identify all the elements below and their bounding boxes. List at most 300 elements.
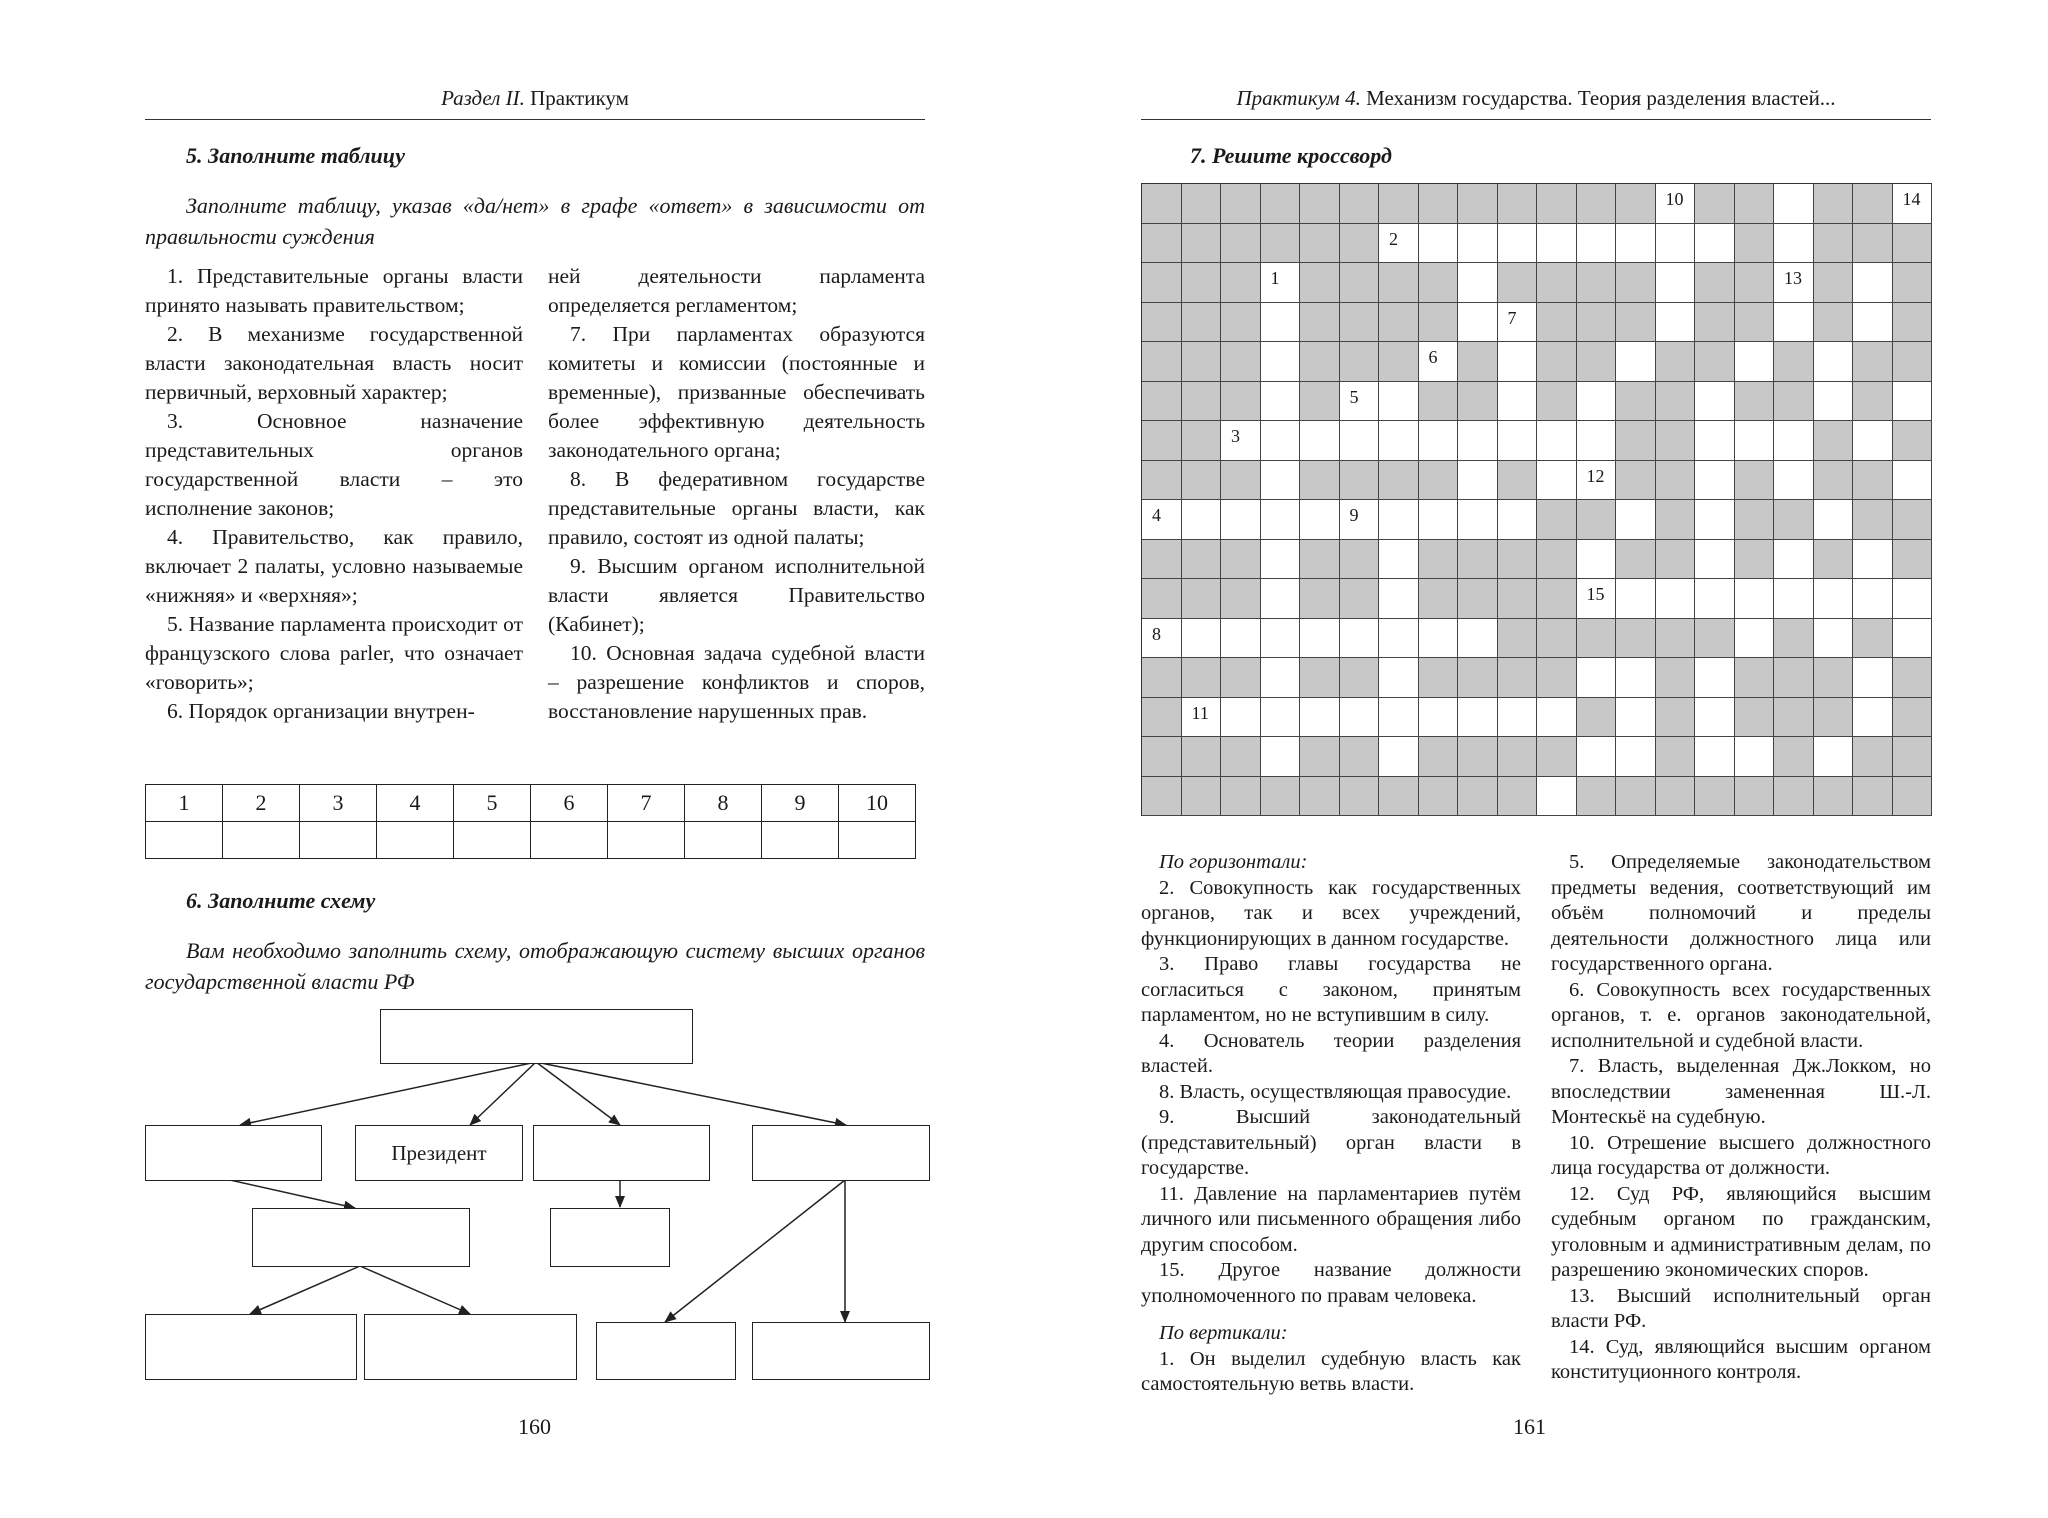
scheme-box-bottom-3[interactable]	[596, 1322, 736, 1380]
clues-column-2	[1551, 850, 1931, 1386]
crossword-cell[interactable]	[1221, 698, 1261, 738]
crossword-blocked-cell	[1182, 224, 1222, 264]
crossword-blocked-cell	[1182, 303, 1222, 343]
crossword-blocked-cell	[1616, 184, 1656, 224]
crossword-blocked-cell	[1419, 382, 1459, 422]
crossword-cell[interactable]	[1774, 579, 1814, 619]
statement: 3. Основное назначение представительных органов государственной власти – это исполнение законов;	[145, 409, 523, 520]
crossword-blocked-cell	[1814, 184, 1854, 224]
crossword-blocked-cell	[1616, 461, 1656, 501]
crossword-cell[interactable]	[1300, 421, 1340, 461]
crossword-blocked-cell	[1498, 619, 1538, 659]
crossword-cell[interactable]	[1261, 382, 1301, 422]
crossword-cell[interactable]	[1616, 500, 1656, 540]
crossword-cell[interactable]	[1182, 500, 1222, 540]
crossword-blocked-cell	[1498, 540, 1538, 580]
crossword-blocked-cell	[1893, 540, 1933, 580]
crossword-cell[interactable]	[1695, 382, 1735, 422]
crossword-blocked-cell	[1656, 737, 1696, 777]
crossword-blocked-cell	[1656, 500, 1696, 540]
left-header-italic: Раздел II.	[441, 86, 525, 110]
crossword-cell[interactable]	[1419, 619, 1459, 659]
crossword-blocked-cell	[1695, 777, 1735, 817]
crossword-blocked-cell	[1419, 303, 1459, 343]
crossword-blocked-cell	[1853, 619, 1893, 659]
crossword-cell[interactable]	[1221, 500, 1261, 540]
crossword-cell[interactable]	[1379, 540, 1419, 580]
crossword-blocked-cell	[1221, 579, 1261, 619]
crossword-blocked-cell	[1735, 461, 1775, 501]
crossword-cell[interactable]	[1616, 658, 1656, 698]
crossword-cell[interactable]	[1379, 421, 1419, 461]
crossword-cell[interactable]	[1853, 263, 1893, 303]
crossword-blocked-cell	[1300, 540, 1340, 580]
crossword-blocked-cell	[1656, 540, 1696, 580]
section5-title: 5. Заполните таблицу	[186, 143, 406, 168]
crossword-blocked-cell	[1340, 184, 1380, 224]
crossword-blocked-cell	[1221, 224, 1261, 264]
crossword-cell[interactable]	[1656, 184, 1696, 224]
section6-title: 6. Заполните схему	[186, 888, 376, 913]
crossword-cell[interactable]	[1656, 263, 1696, 303]
crossword-blocked-cell	[1656, 342, 1696, 382]
crossword-blocked-cell	[1300, 658, 1340, 698]
crossword-number: 3	[1231, 426, 1240, 446]
crossword-cell[interactable]	[1577, 658, 1617, 698]
crossword-cell[interactable]	[1458, 303, 1498, 343]
crossword-cell[interactable]	[1261, 619, 1301, 659]
clue: 9. Высший законодательный (представительный) орган власти в государстве.	[1141, 1106, 1521, 1179]
crossword-cell[interactable]	[1261, 342, 1301, 382]
crossword-cell[interactable]	[1419, 342, 1459, 382]
statement: 10. Основная задача судебной власти – разрешение конфликтов и споров, восстановление нарушенных прав.	[548, 641, 925, 723]
crossword-blocked-cell	[1577, 777, 1617, 817]
crossword-cell[interactable]	[1695, 500, 1735, 540]
arrow	[536, 1062, 846, 1125]
crossword-blocked-cell	[1814, 658, 1854, 698]
crossword-cell[interactable]	[1340, 619, 1380, 659]
crossword-cell[interactable]	[1893, 619, 1933, 659]
crossword-blocked-cell	[1182, 540, 1222, 580]
crossword-cell[interactable]	[1774, 540, 1814, 580]
crossword-blocked-cell	[1735, 263, 1775, 303]
crossword-blocked-cell	[1695, 303, 1735, 343]
crossword-blocked-cell	[1261, 184, 1301, 224]
crossword-blocked-cell	[1300, 224, 1340, 264]
answer-header: 10	[839, 785, 916, 822]
crossword-cell[interactable]	[1182, 619, 1222, 659]
crossword-blocked-cell	[1774, 777, 1814, 817]
crossword-cell[interactable]	[1893, 579, 1933, 619]
crossword-blocked-cell	[1537, 500, 1577, 540]
crossword-cell[interactable]	[1616, 224, 1656, 264]
crossword-blocked-cell	[1656, 619, 1696, 659]
crossword-cell[interactable]	[1419, 698, 1459, 738]
crossword-blocked-cell	[1814, 224, 1854, 264]
crossword-cell[interactable]	[1695, 224, 1735, 264]
crossword-cell[interactable]	[1537, 421, 1577, 461]
statement: 6. Порядок организации внутрен-	[167, 699, 475, 723]
crossword-cell[interactable]	[1458, 619, 1498, 659]
crossword-number: 14	[1902, 189, 1921, 209]
crossword-cell[interactable]	[1379, 382, 1419, 422]
crossword-cell[interactable]	[1537, 698, 1577, 738]
crossword-blocked-cell	[1814, 777, 1854, 817]
statement: 2. В механизме государственной власти законодательная власть носит первичный, верховный характер;	[145, 322, 523, 404]
clue: 8. Власть, осуществляющая правосудие.	[1159, 1080, 1512, 1103]
crossword-cell[interactable]	[1261, 500, 1301, 540]
crossword-blocked-cell	[1300, 737, 1340, 777]
answer-header: 3	[300, 785, 377, 822]
crossword-blocked-cell	[1340, 579, 1380, 619]
crossword-cell[interactable]	[1379, 737, 1419, 777]
crossword-cell[interactable]	[1893, 461, 1933, 501]
crossword-cell[interactable]	[1695, 737, 1735, 777]
crossword-cell[interactable]	[1695, 579, 1735, 619]
crossword-blocked-cell	[1182, 658, 1222, 698]
crossword-blocked-cell	[1853, 342, 1893, 382]
crossword-cell[interactable]	[1814, 579, 1854, 619]
crossword-cell[interactable]	[1814, 619, 1854, 659]
crossword-blocked-cell	[1458, 737, 1498, 777]
crossword-blocked-cell	[1300, 263, 1340, 303]
crossword-cell[interactable]	[1774, 184, 1814, 224]
crossword-blocked-cell	[1221, 382, 1261, 422]
crossword-number: 9	[1349, 505, 1359, 525]
crossword-blocked-cell	[1695, 184, 1735, 224]
crossword-cell[interactable]	[1577, 540, 1617, 580]
scheme-box-level3-1[interactable]	[252, 1208, 470, 1267]
crossword-cell[interactable]	[1695, 421, 1735, 461]
crossword-cell[interactable]	[1498, 224, 1538, 264]
crossword-blocked-cell	[1498, 777, 1538, 817]
crossword-cell[interactable]	[1695, 698, 1735, 738]
crossword-cell[interactable]	[1340, 500, 1380, 540]
crossword-cell[interactable]	[1893, 184, 1933, 224]
crossword-cell[interactable]	[1774, 263, 1814, 303]
right-page-number: 161	[1513, 1414, 1546, 1439]
crossword-blocked-cell	[1419, 579, 1459, 619]
crossword-blocked-cell	[1616, 540, 1656, 580]
crossword-cell[interactable]	[1814, 500, 1854, 540]
crossword-blocked-cell	[1656, 421, 1696, 461]
crossword-blocked-cell	[1300, 184, 1340, 224]
scheme-box-level3-2[interactable]	[550, 1208, 670, 1267]
crossword-cell[interactable]	[1853, 579, 1893, 619]
crossword-blocked-cell	[1616, 303, 1656, 343]
crossword-cell[interactable]	[1853, 421, 1893, 461]
crossword-blocked-cell	[1458, 342, 1498, 382]
crossword-blocked-cell	[1656, 461, 1696, 501]
crossword-cell[interactable]	[1419, 224, 1459, 264]
crossword-cell[interactable]	[1853, 540, 1893, 580]
crossword-cell[interactable]	[1616, 342, 1656, 382]
crossword-blocked-cell	[1221, 303, 1261, 343]
scheme-box-level2-4[interactable]	[752, 1125, 930, 1181]
crossword-blocked-cell	[1498, 461, 1538, 501]
crossword-blocked-cell	[1221, 263, 1261, 303]
crossword-cell[interactable]	[1379, 658, 1419, 698]
crossword-blocked-cell	[1458, 184, 1498, 224]
crossword-cell[interactable]	[1340, 421, 1380, 461]
crossword-blocked-cell	[1695, 342, 1735, 382]
statement: 1. Представительные органы власти принято называть правительством;	[145, 264, 523, 317]
crossword-cell[interactable]	[1577, 737, 1617, 777]
statement: 9. Высшим органом исполнительной власти является Правительство (Кабинет);	[548, 554, 925, 636]
crossword-cell[interactable]	[1458, 500, 1498, 540]
crossword-blocked-cell	[1182, 777, 1222, 817]
crossword-blocked-cell	[1893, 698, 1933, 738]
statement: 7. При парламентах образуются комитеты и комиссии (постоянные и временные), призванные обеспечивать более эффективную деятельность законодательного органа;	[548, 322, 925, 462]
crossword-blocked-cell	[1656, 777, 1696, 817]
crossword-cell[interactable]	[1893, 382, 1933, 422]
crossword-cell[interactable]	[1142, 619, 1182, 659]
scheme-box-president	[355, 1125, 523, 1181]
crossword-blocked-cell	[1182, 184, 1222, 224]
crossword-cell[interactable]	[1498, 382, 1538, 422]
crossword-cell[interactable]	[1577, 421, 1617, 461]
crossword-blocked-cell	[1142, 263, 1182, 303]
scheme-box-level2-3[interactable]	[533, 1125, 710, 1181]
crossword-cell[interactable]	[1300, 619, 1340, 659]
crossword-blocked-cell	[1735, 303, 1775, 343]
crossword-blocked-cell	[1853, 737, 1893, 777]
crossword-cell[interactable]	[1221, 421, 1261, 461]
crossword-blocked-cell	[1814, 421, 1854, 461]
crossword-cell[interactable]	[1537, 224, 1577, 264]
section6-instruction: Вам необходимо заполнить схему, отображающую систему высших органов государственной власти РФ	[145, 938, 925, 994]
crossword-blocked-cell	[1182, 421, 1222, 461]
crossword-blocked-cell	[1814, 698, 1854, 738]
crossword-blocked-cell	[1774, 698, 1814, 738]
crossword-blocked-cell	[1814, 540, 1854, 580]
crossword-cell[interactable]	[1695, 461, 1735, 501]
crossword-blocked-cell	[1379, 263, 1419, 303]
vertical-heading: По вертикали:	[1159, 1322, 1288, 1344]
crossword-blocked-cell	[1735, 184, 1775, 224]
crossword-blocked-cell	[1142, 540, 1182, 580]
crossword-blocked-cell	[1853, 777, 1893, 817]
crossword-cell[interactable]	[1261, 263, 1301, 303]
crossword-number: 5	[1349, 386, 1359, 407]
arrow	[240, 1062, 536, 1125]
crossword-blocked-cell	[1577, 263, 1617, 303]
crossword-cell[interactable]	[1774, 224, 1814, 264]
arrow	[665, 1180, 845, 1322]
answer-header: 2	[223, 785, 300, 822]
crossword-blocked-cell	[1379, 777, 1419, 817]
crossword-blocked-cell	[1814, 263, 1854, 303]
crossword-blocked-cell	[1498, 579, 1538, 619]
crossword-blocked-cell	[1656, 698, 1696, 738]
scheme-box-bottom-2[interactable]	[364, 1314, 577, 1380]
crossword-cell[interactable]	[1577, 382, 1617, 422]
crossword-number: 6	[1428, 347, 1438, 367]
crossword-blocked-cell	[1893, 500, 1933, 540]
crossword-blocked-cell	[1340, 303, 1380, 343]
section5-instruction: Заполните таблицу, указав «да/нет» в графе «ответ» в зависимости от правильности суждения	[145, 193, 925, 249]
crossword-cell[interactable]	[1458, 421, 1498, 461]
statement: 5. Название парламента происходит от французского слова parler, что означает «говорить»;	[145, 612, 523, 694]
crossword-blocked-cell	[1300, 579, 1340, 619]
crossword-cell[interactable]	[1498, 342, 1538, 382]
crossword-cell[interactable]	[1379, 500, 1419, 540]
scheme-box-top[interactable]	[380, 1009, 693, 1064]
crossword-cell[interactable]	[1853, 698, 1893, 738]
crossword-blocked-cell	[1182, 579, 1222, 619]
crossword-cell[interactable]	[1577, 579, 1617, 619]
crossword-cell[interactable]	[1577, 461, 1617, 501]
crossword-cell[interactable]	[1340, 698, 1380, 738]
crossword-cell[interactable]	[1656, 579, 1696, 619]
crossword-blocked-cell	[1300, 777, 1340, 817]
crossword-blocked-cell	[1735, 500, 1775, 540]
crossword-blocked-cell	[1498, 658, 1538, 698]
crossword-cell[interactable]	[1498, 303, 1538, 343]
crossword-blocked-cell	[1656, 382, 1696, 422]
answer-header: 7	[608, 785, 685, 822]
crossword-cell[interactable]	[1498, 698, 1538, 738]
crossword-blocked-cell	[1379, 303, 1419, 343]
crossword-blocked-cell	[1379, 342, 1419, 382]
crossword-cell[interactable]	[1616, 737, 1656, 777]
clue: 1. Он выделил судебную власть как самостоятельную ветвь власти.	[1141, 1347, 1521, 1395]
crossword-cell[interactable]	[1261, 461, 1301, 501]
crossword-blocked-cell	[1182, 382, 1222, 422]
clue: 12. Суд РФ, являющийся высшим судебным органом по гражданским, уголовным и административным делам, по разрешению экономических споров.	[1551, 1182, 1931, 1281]
crossword-cell[interactable]	[1261, 737, 1301, 777]
crossword-cell[interactable]	[1774, 303, 1814, 343]
crossword-cell[interactable]	[1458, 698, 1498, 738]
crossword-cell[interactable]	[1458, 263, 1498, 303]
crossword-blocked-cell	[1537, 184, 1577, 224]
crossword-cell[interactable]	[1340, 382, 1380, 422]
crossword-cell[interactable]	[1261, 698, 1301, 738]
crossword-cell[interactable]	[1814, 737, 1854, 777]
crossword-blocked-cell	[1616, 421, 1656, 461]
crossword-cell[interactable]	[1142, 500, 1182, 540]
scheme-box-bottom-1[interactable]	[145, 1314, 357, 1380]
horizontal-heading: По горизонтали:	[1159, 851, 1308, 873]
clue: 11. Давление на парламентариев путём личного или письменного обращения либо другим способом.	[1141, 1182, 1521, 1256]
crossword-cell[interactable]	[1537, 461, 1577, 501]
crossword-cell[interactable]	[1577, 224, 1617, 264]
crossword-blocked-cell	[1616, 777, 1656, 817]
crossword-cell[interactable]	[1656, 224, 1696, 264]
crossword-blocked-cell	[1893, 342, 1933, 382]
crossword-cell[interactable]	[1379, 224, 1419, 264]
crossword-blocked-cell	[1142, 658, 1182, 698]
crossword-blocked-cell	[1893, 263, 1933, 303]
crossword-cell[interactable]	[1735, 737, 1775, 777]
crossword-blocked-cell	[1182, 263, 1222, 303]
crossword-cell[interactable]	[1379, 579, 1419, 619]
crossword-cell[interactable]	[1300, 500, 1340, 540]
crossword-blocked-cell	[1774, 382, 1814, 422]
crossword-blocked-cell	[1893, 737, 1933, 777]
crossword-blocked-cell	[1735, 224, 1775, 264]
crossword-blocked-cell	[1379, 184, 1419, 224]
crossword-blocked-cell	[1853, 184, 1893, 224]
crossword-blocked-cell	[1814, 461, 1854, 501]
crossword-blocked-cell	[1419, 658, 1459, 698]
left-header-text: Практикум	[530, 86, 629, 110]
crossword-cell[interactable]	[1774, 461, 1814, 501]
crossword-blocked-cell	[1893, 303, 1933, 343]
crossword-cell[interactable]	[1735, 579, 1775, 619]
crossword-cell[interactable]	[1498, 500, 1538, 540]
crossword-cell[interactable]	[1419, 500, 1459, 540]
crossword-cell[interactable]	[1261, 421, 1301, 461]
crossword-blocked-cell	[1182, 737, 1222, 777]
crossword-blocked-cell	[1774, 342, 1814, 382]
crossword-cell[interactable]	[1814, 382, 1854, 422]
crossword-cell[interactable]	[1695, 658, 1735, 698]
crossword-cell[interactable]	[1261, 658, 1301, 698]
crossword-cell[interactable]	[1616, 579, 1656, 619]
crossword-blocked-cell	[1537, 263, 1577, 303]
crossword-number: 2	[1389, 228, 1398, 249]
crossword-cell[interactable]	[1537, 777, 1577, 817]
crossword-cell[interactable]	[1735, 619, 1775, 659]
crossword-blocked-cell	[1616, 619, 1656, 659]
crossword-cell[interactable]	[1300, 698, 1340, 738]
crossword-cell[interactable]	[1458, 461, 1498, 501]
crossword-cell[interactable]	[1458, 224, 1498, 264]
crossword-blocked-cell	[1419, 461, 1459, 501]
crossword-blocked-cell	[1537, 658, 1577, 698]
crossword-cell[interactable]	[1261, 579, 1301, 619]
crossword-cell[interactable]	[1221, 619, 1261, 659]
crossword-blocked-cell	[1300, 303, 1340, 343]
crossword-cell[interactable]	[1853, 658, 1893, 698]
crossword-cell[interactable]	[1695, 540, 1735, 580]
crossword-cell[interactable]	[1774, 421, 1814, 461]
statement: ней деятельности парламента определяется регламентом;	[548, 264, 925, 317]
arrow	[360, 1266, 470, 1314]
crossword-blocked-cell	[1853, 461, 1893, 501]
crossword-cell[interactable]	[1853, 303, 1893, 343]
crossword-cell[interactable]	[1379, 619, 1419, 659]
crossword-cell[interactable]	[1814, 342, 1854, 382]
answer-header: 4	[377, 785, 454, 822]
crossword-blocked-cell	[1774, 619, 1814, 659]
crossword-cell[interactable]	[1656, 303, 1696, 343]
crossword-cell[interactable]	[1616, 698, 1656, 738]
answer-header: 9	[762, 785, 839, 822]
crossword-cell[interactable]	[1379, 698, 1419, 738]
president-label: Президент	[391, 1140, 487, 1165]
crossword-blocked-cell	[1735, 382, 1775, 422]
crossword-blocked-cell	[1537, 737, 1577, 777]
scheme-box-level2-1[interactable]	[145, 1125, 322, 1181]
statement: 8. В федеративном государстве представительные органы власти, как правило, состоят из одной палаты;	[548, 467, 925, 549]
crossword-cell[interactable]	[1261, 303, 1301, 343]
crossword-blocked-cell	[1853, 500, 1893, 540]
crossword-cell[interactable]	[1419, 421, 1459, 461]
crossword-blocked-cell	[1221, 737, 1261, 777]
crossword-blocked-cell	[1419, 263, 1459, 303]
crossword-cell[interactable]	[1261, 540, 1301, 580]
crossword-number: 13	[1784, 268, 1802, 288]
crossword-blocked-cell	[1340, 342, 1380, 382]
crossword-cell[interactable]	[1735, 421, 1775, 461]
crossword-number: 10	[1665, 189, 1684, 209]
crossword-cell[interactable]	[1735, 342, 1775, 382]
scheme-box-bottom-4[interactable]	[752, 1322, 930, 1380]
crossword-cell[interactable]	[1498, 421, 1538, 461]
crossword-cell[interactable]	[1182, 698, 1222, 738]
